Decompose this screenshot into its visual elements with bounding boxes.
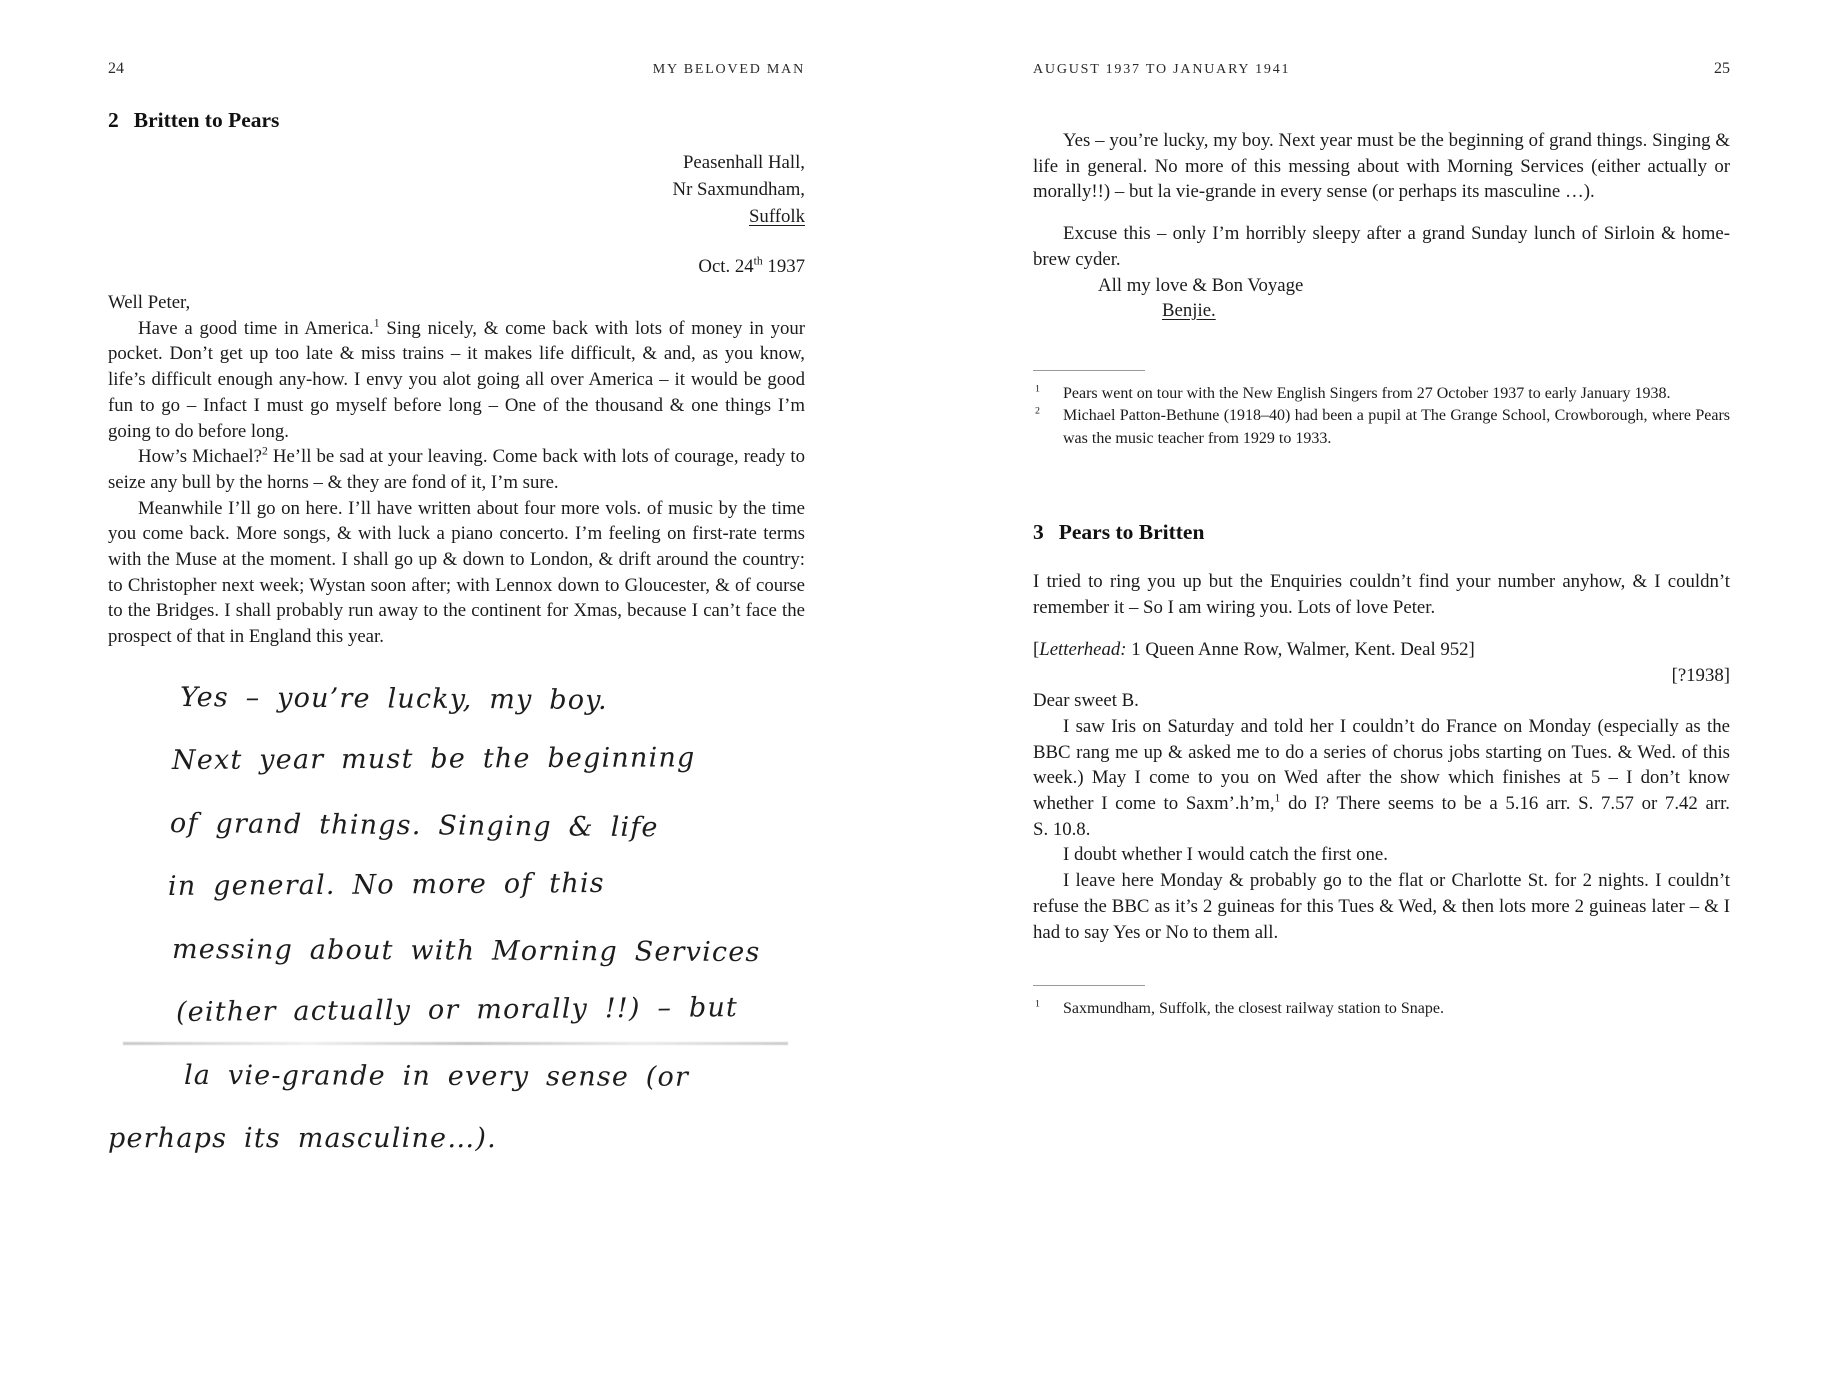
footnote-marker: 1 (1035, 998, 1040, 1010)
letterhead-label: Letterhead: (1039, 638, 1127, 660)
letter-salutation: Dear sweet B. (1033, 690, 1139, 712)
address-line: Peasenhall Hall, (682, 152, 805, 173)
conjectured-date: [?1938] (1671, 664, 1730, 686)
telegram-paragraph: I tried to ring you up but the Enquiries couldn’t find your number anyhow, & I couldn’t remember it – So I am wiring you. Lots of love Peter. (1033, 571, 1730, 619)
footnote-text: Saxmundham, Suffolk, the closest railway station to Snape. (1063, 1000, 1444, 1018)
footnote-marker: 2 (1035, 406, 1040, 418)
letter-paragraph: I saw Iris on Saturday and told her I couldn’t do France on Monday (especially as the BBC rang me up & asked me to do a series of chorus jobs starting on Tues. & Wed. of this week.) May I come to you on Wed after the show which finishes at 5 – I don’t know whether I come to Saxm’.h’m,$^1$ do I? There seems to be a 5.16 arr. S. 7.57 or 7.42 arr. S. 10.8. (1033, 715, 1730, 840)
footnote (1033, 998, 1730, 1021)
address-line: Nr Saxmundham, (672, 179, 805, 200)
handwriting-line: perhaps its masculine…). (108, 1122, 497, 1154)
letter-2-heading (108, 108, 805, 133)
letter-valediction: All my love & Bon Voyage (1098, 274, 1304, 296)
footnote-rule (1033, 370, 1145, 371)
letter-paragraph: I doubt whether I would catch the first one. (1063, 844, 1388, 866)
handwriting-line: Yes – you’re lucky, my boy. (179, 681, 609, 716)
left-running-head: MY BELOVED MAN (652, 62, 805, 77)
footnote-text: Pears went on tour with the New English Singers from 27 October 1937 to early January 1938. (1063, 384, 1671, 402)
right-folio: 25 (1714, 60, 1730, 77)
footnote-text: Michael Patton-Bethune (1918–40) had been a pupil at The Grange School, Crowborough, where Pears was the music teacher from 1929 to 1933. (1063, 407, 1730, 447)
letter-signature: Benjie. (1162, 300, 1216, 322)
letter-paragraph: I leave here Monday & probably go to the flat or Charlotte St. for 2 nights. I couldn’t refuse the BBC as it’s 2 guineas for this Tues & Wed, & then lots more 2 guineas later – & I had to say Yes or No to them all. (1033, 870, 1730, 943)
handwriting-line: la vie-grande in every sense (or (183, 1059, 690, 1093)
letter-paragraph: Have a good time in America.$^1$ Sing nicely, & come back with lots of money in your pocket. Don’t get up too late & miss trains – it makes life difficult, & and, as you know, life’s difficult enough any-how. I envy you alot going all over America – it would be good fun to go – Infact I must go myself before long – One of the thousand & one things I’m going to do before long. (108, 316, 805, 442)
footnote (1033, 383, 1730, 406)
footnote-rule (1033, 985, 1145, 986)
letter-3-heading (1033, 520, 1730, 545)
letter-salutation: Well Peter, (108, 292, 191, 313)
footnote-ref-2: 2 (261, 444, 268, 458)
footnote (1033, 405, 1730, 450)
letterhead-line: [Letterhead: 1 Queen Anne Row, Walmer, Kent. Deal 952] (1033, 638, 1475, 660)
page-left (108, 0, 805, 1170)
letter-3-title: Pears to Britten (1058, 520, 1205, 545)
letter-paragraph: Yes – you’re lucky, my boy. Next year must be the beginning of grand things. Singing & life in general. No more of this messing about with Morning Services (either actually or morally!!) – but la vie-grande in every sense (or perhaps its masculine …). (1033, 130, 1730, 203)
letter-2-number: 2 (108, 108, 119, 132)
letter-2-title: Britten to Pears (133, 108, 280, 132)
letter-address-block (108, 149, 805, 230)
page-right (1033, 0, 1730, 1021)
handwriting-line: of grand things. Singing & life (169, 807, 659, 844)
footnotes-letter-2 (1033, 383, 1730, 451)
footnote-ref-1: 1 (373, 316, 380, 330)
left-folio: 24 (108, 60, 124, 77)
letter-paragraph: Meanwhile I’ll go on here. I’ll have written about four more vols. of music by the time you come back. More songs, & with luck a piano concerto. I’m feeling on first-rate terms with the Muse at the moment. I shall go up & down to London, & drift around the country: to Christopher next week; Wystan soon after; with Lennox down to Gloucester, & of course to the Bridges. I shall probably run away to the continent for Xmas, because I can’t face the prospect of that in England this year. (108, 497, 805, 648)
handwriting-line: (either actually or morally !!) – but (175, 991, 739, 1028)
letter-date: Oct. 24th 1937 (698, 254, 805, 277)
letter-paragraph: Excuse this – only I’m horribly sleepy after a grand Sunday lunch of Sirloin & home-brew cyder. (1033, 223, 1730, 270)
footnote-ref-1: 1 (1274, 791, 1281, 805)
footnotes-letter-3 (1033, 998, 1730, 1021)
handwriting-line: in general. No more of this (167, 867, 605, 902)
letter-paragraph: How’s Michael?$^2$ He’ll be sad at your leaving. Come back with lots of courage, ready to seize any bull by the horns – & they are fond of it, I’m sure. (108, 444, 805, 493)
address-line-underlined: Suffolk (748, 206, 805, 227)
letter-3-number: 3 (1033, 520, 1044, 545)
handwriting-line: messing about with Morning Services (171, 933, 761, 968)
handwriting-facsimile (108, 666, 805, 1170)
right-running-head: AUGUST 1937 TO JANUARY 1941 (1033, 62, 1291, 77)
footnote-marker: 1 (1035, 383, 1040, 395)
handwriting-line: Next year must be the beginning (171, 742, 696, 776)
left-page-header (108, 0, 805, 78)
date-ordinal: th (753, 254, 763, 268)
right-page-header (1033, 0, 1730, 78)
